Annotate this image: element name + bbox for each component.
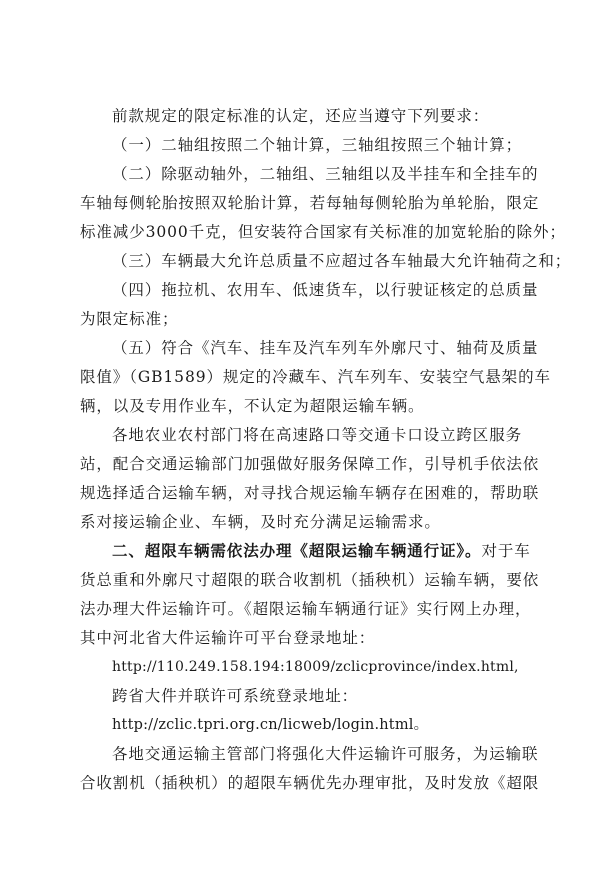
- paragraph-line: （一）二轴组按照二个轴计算，三轴组按照三个轴计算；: [112, 136, 523, 154]
- paragraph-line: 车轴每侧轮胎按照双轮胎计算，若每轴每侧轮胎为单轮胎，限定: [80, 194, 540, 212]
- paragraph-line: 标准减少3000千克，但安装符合国家有关标准的加宽轮胎的除外；: [80, 223, 566, 241]
- paragraph-line: （五）符合《汽车、挂车及汽车列车外廓尺寸、轴荷及质量: [112, 339, 539, 357]
- paragraph-line: 合收割机（插秧机）的超限车辆优先办理审批，及时发放《超限: [80, 774, 540, 792]
- paragraph-line: 各地农业农村部门将在高速路口等交通卡口设立跨区服务: [112, 426, 523, 444]
- paragraph-line: 法办理大件运输许可。《超限运输车辆通行证》实行网上办理，: [80, 600, 532, 618]
- paragraph-line: 辆，以及专用作业车，不认定为超限运输车辆。: [80, 397, 425, 415]
- paragraph-line: 货总重和外廓尺寸超限的联合收割机（插秧机）运输车辆，要依: [80, 571, 540, 589]
- section-heading-continuation: 对于车: [481, 542, 531, 560]
- url-line: http://110.249.158.194:18009/zclicprovince/index.html,: [112, 659, 519, 675]
- paragraph-line: （二）除驱动轴外，二轴组、三轴组以及半挂车和全挂车的: [112, 165, 539, 183]
- paragraph-line: 跨省大件并联许可系统登录地址：: [112, 687, 359, 705]
- paragraph-line: 各地交通运输主管部门将强化大件运输许可服务，为运输联: [112, 745, 539, 763]
- section-heading-line: [112, 540, 536, 562]
- paragraph-line: （三）车辆最大允许总质量不应超过各车轴最大允许轴荷之和；: [112, 252, 572, 270]
- paragraph-line: 系对接运输企业、车辆，及时充分满足运输需求。: [80, 513, 441, 531]
- paragraph-line: 其中河北省大件运输许可平台登录地址：: [80, 629, 376, 647]
- paragraph-line: 前款规定的限定标准的认定，还应当遵守下列要求：: [112, 107, 490, 125]
- url-line: http://zclic.tpri.org.cn/licweb/login.html。: [112, 717, 429, 733]
- paragraph-line: 限值》（GB1589）规定的冷藏车、汽车列车、安装空气悬架的车: [80, 368, 551, 386]
- paragraph-line: 规选择适合运输车辆，对寻找合规运输车辆存在困难的，帮助联: [80, 484, 540, 502]
- paragraph-line: （四）拖拉机、农用车、低速货车，以行驶证核定的总质量: [112, 281, 539, 299]
- paragraph-line: 站，配合交通运输部门加强做好服务保障工作，引导机手依法依: [80, 455, 540, 473]
- section-heading: 二、超限车辆需依法办理《超限运输车辆通行证》。: [112, 541, 482, 560]
- paragraph-line: 为限定标准；: [80, 310, 179, 328]
